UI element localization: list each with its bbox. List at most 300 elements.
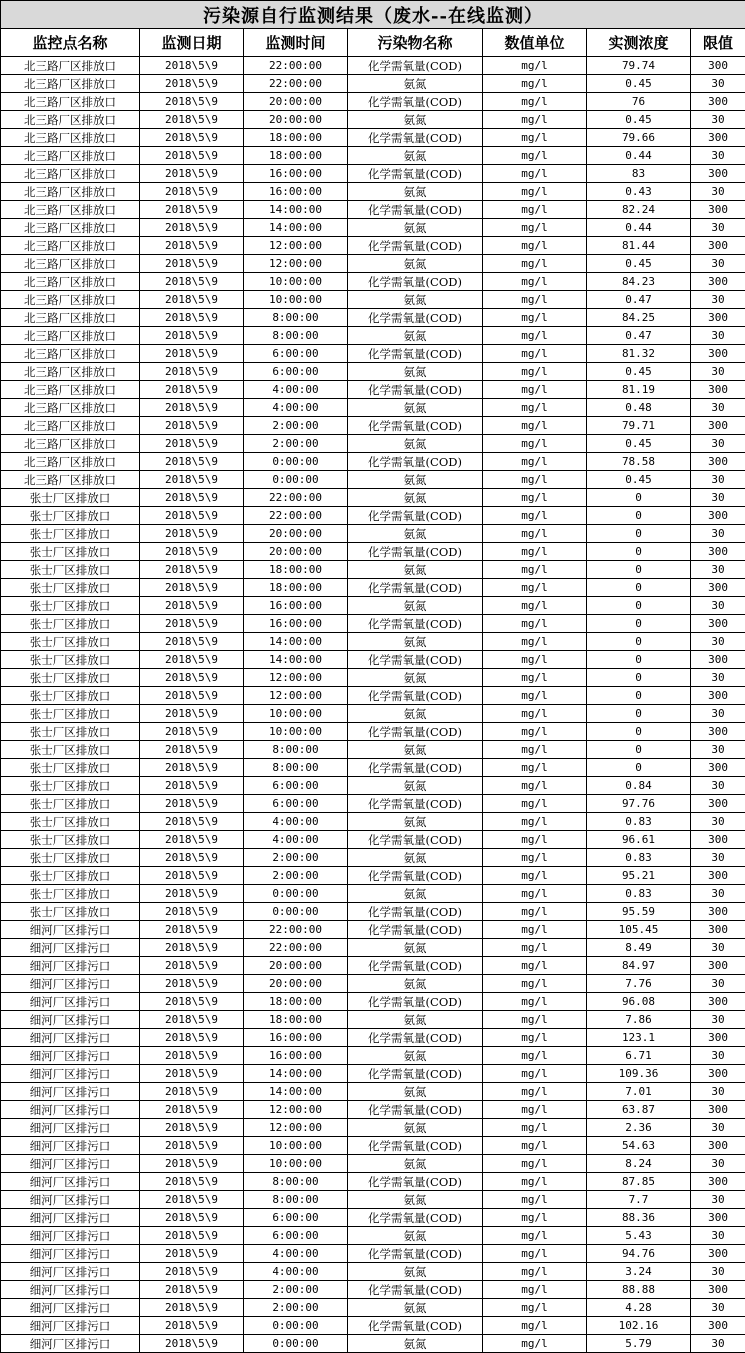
unit-cell: mg/l xyxy=(483,885,587,903)
limit-cell: 300 xyxy=(691,165,745,183)
limit-cell: 300 xyxy=(691,273,745,291)
site-cell: 北三路厂区排放口 xyxy=(1,363,140,381)
site-cell: 北三路厂区排放口 xyxy=(1,327,140,345)
concentration-cell: 0 xyxy=(587,507,691,525)
site-cell: 张士厂区排放口 xyxy=(1,813,140,831)
limit-cell: 300 xyxy=(691,345,745,363)
time-cell: 6:00:00 xyxy=(244,795,348,813)
site-cell: 张士厂区排放口 xyxy=(1,561,140,579)
limit-cell: 30 xyxy=(691,1335,745,1353)
limit-cell: 30 xyxy=(691,489,745,507)
limit-cell: 300 xyxy=(691,129,745,147)
concentration-cell: 0 xyxy=(587,489,691,507)
unit-cell: mg/l xyxy=(483,183,587,201)
unit-cell: mg/l xyxy=(483,687,587,705)
site-cell: 细河厂区排污口 xyxy=(1,1317,140,1335)
table-row xyxy=(1,327,745,345)
pollutant-cell: 化学需氧量(COD) xyxy=(348,129,483,147)
date-cell: 2018\5\9 xyxy=(140,957,244,975)
limit-cell: 30 xyxy=(691,327,745,345)
table-row xyxy=(1,129,745,147)
unit-cell: mg/l xyxy=(483,1281,587,1299)
pollutant-cell: 化学需氧量(COD) xyxy=(348,903,483,921)
unit-cell: mg/l xyxy=(483,903,587,921)
time-cell: 20:00:00 xyxy=(244,543,348,561)
date-cell: 2018\5\9 xyxy=(140,309,244,327)
concentration-cell: 0.83 xyxy=(587,885,691,903)
time-cell: 2:00:00 xyxy=(244,1299,348,1317)
unit-cell: mg/l xyxy=(483,849,587,867)
table-row xyxy=(1,705,745,723)
unit-cell: mg/l xyxy=(483,705,587,723)
site-cell: 细河厂区排污口 xyxy=(1,1065,140,1083)
time-cell: 22:00:00 xyxy=(244,489,348,507)
limit-cell: 300 xyxy=(691,1209,745,1227)
unit-cell: mg/l xyxy=(483,75,587,93)
unit-cell: mg/l xyxy=(483,1083,587,1101)
limit-cell: 30 xyxy=(691,435,745,453)
date-cell: 2018\5\9 xyxy=(140,255,244,273)
site-cell: 张士厂区排放口 xyxy=(1,759,140,777)
site-cell: 北三路厂区排放口 xyxy=(1,399,140,417)
pollutant-cell: 化学需氧量(COD) xyxy=(348,1101,483,1119)
unit-cell: mg/l xyxy=(483,57,587,75)
unit-cell: mg/l xyxy=(483,1317,587,1335)
pollutant-cell: 氨氮 xyxy=(348,1191,483,1209)
table-row xyxy=(1,1335,745,1353)
site-cell: 细河厂区排污口 xyxy=(1,1335,140,1353)
time-cell: 6:00:00 xyxy=(244,777,348,795)
time-cell: 14:00:00 xyxy=(244,1083,348,1101)
concentration-cell: 87.85 xyxy=(587,1173,691,1191)
date-cell: 2018\5\9 xyxy=(140,219,244,237)
table-row xyxy=(1,165,745,183)
time-cell: 12:00:00 xyxy=(244,255,348,273)
date-cell: 2018\5\9 xyxy=(140,1209,244,1227)
unit-cell: mg/l xyxy=(483,1209,587,1227)
limit-cell: 30 xyxy=(691,111,745,129)
site-cell: 细河厂区排污口 xyxy=(1,957,140,975)
limit-cell: 30 xyxy=(691,219,745,237)
time-cell: 12:00:00 xyxy=(244,669,348,687)
pollutant-cell: 化学需氧量(COD) xyxy=(348,921,483,939)
time-cell: 4:00:00 xyxy=(244,813,348,831)
unit-cell: mg/l xyxy=(483,1101,587,1119)
limit-cell: 30 xyxy=(691,1299,745,1317)
table-row xyxy=(1,93,745,111)
time-cell: 10:00:00 xyxy=(244,291,348,309)
time-cell: 2:00:00 xyxy=(244,867,348,885)
limit-cell: 30 xyxy=(691,363,745,381)
date-cell: 2018\5\9 xyxy=(140,183,244,201)
time-cell: 18:00:00 xyxy=(244,561,348,579)
table-row xyxy=(1,669,745,687)
date-cell: 2018\5\9 xyxy=(140,471,244,489)
site-cell: 细河厂区排污口 xyxy=(1,1245,140,1263)
unit-cell: mg/l xyxy=(483,471,587,489)
pollutant-cell: 化学需氧量(COD) xyxy=(348,1209,483,1227)
site-cell: 细河厂区排污口 xyxy=(1,939,140,957)
date-cell: 2018\5\9 xyxy=(140,237,244,255)
date-cell: 2018\5\9 xyxy=(140,1299,244,1317)
column-header-time: 监测时间 xyxy=(244,29,348,57)
unit-cell: mg/l xyxy=(483,597,587,615)
limit-cell: 300 xyxy=(691,867,745,885)
limit-cell: 300 xyxy=(691,93,745,111)
date-cell: 2018\5\9 xyxy=(140,201,244,219)
date-cell: 2018\5\9 xyxy=(140,1263,244,1281)
unit-cell: mg/l xyxy=(483,273,587,291)
concentration-cell: 0.84 xyxy=(587,777,691,795)
site-cell: 细河厂区排污口 xyxy=(1,1155,140,1173)
site-cell: 细河厂区排污口 xyxy=(1,1083,140,1101)
limit-cell: 30 xyxy=(691,525,745,543)
limit-cell: 300 xyxy=(691,507,745,525)
date-cell: 2018\5\9 xyxy=(140,849,244,867)
unit-cell: mg/l xyxy=(483,543,587,561)
table-row xyxy=(1,525,745,543)
pollutant-cell: 氨氮 xyxy=(348,885,483,903)
limit-cell: 300 xyxy=(691,1173,745,1191)
date-cell: 2018\5\9 xyxy=(140,615,244,633)
limit-cell: 30 xyxy=(691,1227,745,1245)
limit-cell: 30 xyxy=(691,777,745,795)
limit-cell: 300 xyxy=(691,921,745,939)
unit-cell: mg/l xyxy=(483,831,587,849)
time-cell: 10:00:00 xyxy=(244,705,348,723)
concentration-cell: 84.25 xyxy=(587,309,691,327)
unit-cell: mg/l xyxy=(483,867,587,885)
table-row xyxy=(1,75,745,93)
date-cell: 2018\5\9 xyxy=(140,1047,244,1065)
time-cell: 16:00:00 xyxy=(244,1029,348,1047)
site-cell: 张士厂区排放口 xyxy=(1,633,140,651)
pollutant-cell: 化学需氧量(COD) xyxy=(348,309,483,327)
unit-cell: mg/l xyxy=(483,219,587,237)
table-row xyxy=(1,885,745,903)
date-cell: 2018\5\9 xyxy=(140,975,244,993)
date-cell: 2018\5\9 xyxy=(140,57,244,75)
site-cell: 细河厂区排污口 xyxy=(1,1029,140,1047)
pollutant-cell: 化学需氧量(COD) xyxy=(348,507,483,525)
site-cell: 张士厂区排放口 xyxy=(1,795,140,813)
limit-cell: 300 xyxy=(691,57,745,75)
pollutant-cell: 化学需氧量(COD) xyxy=(348,687,483,705)
pollutant-cell: 氨氮 xyxy=(348,633,483,651)
date-cell: 2018\5\9 xyxy=(140,489,244,507)
unit-cell: mg/l xyxy=(483,237,587,255)
pollutant-cell: 化学需氧量(COD) xyxy=(348,795,483,813)
unit-cell: mg/l xyxy=(483,111,587,129)
site-cell: 北三路厂区排放口 xyxy=(1,165,140,183)
pollutant-cell: 氨氮 xyxy=(348,1047,483,1065)
unit-cell: mg/l xyxy=(483,417,587,435)
date-cell: 2018\5\9 xyxy=(140,1083,244,1101)
pollutant-cell: 氨氮 xyxy=(348,471,483,489)
unit-cell: mg/l xyxy=(483,723,587,741)
limit-cell: 30 xyxy=(691,633,745,651)
date-cell: 2018\5\9 xyxy=(140,273,244,291)
time-cell: 22:00:00 xyxy=(244,921,348,939)
site-cell: 北三路厂区排放口 xyxy=(1,471,140,489)
pollutant-cell: 氨氮 xyxy=(348,1155,483,1173)
limit-cell: 30 xyxy=(691,939,745,957)
concentration-cell: 97.76 xyxy=(587,795,691,813)
pollutant-cell: 化学需氧量(COD) xyxy=(348,201,483,219)
site-cell: 细河厂区排污口 xyxy=(1,1137,140,1155)
concentration-cell: 0.47 xyxy=(587,327,691,345)
site-cell: 张士厂区排放口 xyxy=(1,615,140,633)
concentration-cell: 88.88 xyxy=(587,1281,691,1299)
limit-cell: 300 xyxy=(691,1281,745,1299)
table-row xyxy=(1,831,745,849)
pollutant-cell: 氨氮 xyxy=(348,1083,483,1101)
table-row xyxy=(1,291,745,309)
table-row xyxy=(1,1191,745,1209)
limit-cell: 30 xyxy=(691,975,745,993)
table-row xyxy=(1,363,745,381)
concentration-cell: 0 xyxy=(587,669,691,687)
date-cell: 2018\5\9 xyxy=(140,723,244,741)
time-cell: 22:00:00 xyxy=(244,507,348,525)
unit-cell: mg/l xyxy=(483,453,587,471)
concentration-cell: 0.44 xyxy=(587,219,691,237)
unit-cell: mg/l xyxy=(483,615,587,633)
pollutant-cell: 化学需氧量(COD) xyxy=(348,273,483,291)
table-row xyxy=(1,1137,745,1155)
site-cell: 细河厂区排污口 xyxy=(1,1119,140,1137)
unit-cell: mg/l xyxy=(483,1137,587,1155)
pollutant-cell: 化学需氧量(COD) xyxy=(348,579,483,597)
unit-cell: mg/l xyxy=(483,345,587,363)
concentration-cell: 7.7 xyxy=(587,1191,691,1209)
unit-cell: mg/l xyxy=(483,1029,587,1047)
limit-cell: 30 xyxy=(691,813,745,831)
concentration-cell: 82.24 xyxy=(587,201,691,219)
concentration-cell: 0 xyxy=(587,615,691,633)
time-cell: 4:00:00 xyxy=(244,831,348,849)
unit-cell: mg/l xyxy=(483,795,587,813)
time-cell: 18:00:00 xyxy=(244,147,348,165)
date-cell: 2018\5\9 xyxy=(140,399,244,417)
pollutant-cell: 化学需氧量(COD) xyxy=(348,1137,483,1155)
limit-cell: 300 xyxy=(691,831,745,849)
time-cell: 8:00:00 xyxy=(244,759,348,777)
date-cell: 2018\5\9 xyxy=(140,759,244,777)
column-header-date: 监测日期 xyxy=(140,29,244,57)
limit-cell: 300 xyxy=(691,381,745,399)
date-cell: 2018\5\9 xyxy=(140,921,244,939)
time-cell: 12:00:00 xyxy=(244,1101,348,1119)
date-cell: 2018\5\9 xyxy=(140,813,244,831)
unit-cell: mg/l xyxy=(483,381,587,399)
pollutant-cell: 氨氮 xyxy=(348,561,483,579)
time-cell: 0:00:00 xyxy=(244,453,348,471)
limit-cell: 30 xyxy=(691,849,745,867)
time-cell: 0:00:00 xyxy=(244,1317,348,1335)
concentration-cell: 0 xyxy=(587,525,691,543)
date-cell: 2018\5\9 xyxy=(140,453,244,471)
site-cell: 细河厂区排污口 xyxy=(1,1191,140,1209)
time-cell: 6:00:00 xyxy=(244,345,348,363)
concentration-cell: 0 xyxy=(587,687,691,705)
time-cell: 14:00:00 xyxy=(244,633,348,651)
unit-cell: mg/l xyxy=(483,1155,587,1173)
pollutant-cell: 氨氮 xyxy=(348,1227,483,1245)
time-cell: 8:00:00 xyxy=(244,1173,348,1191)
table-row xyxy=(1,345,745,363)
pollutant-cell: 氨氮 xyxy=(348,147,483,165)
concentration-cell: 4.28 xyxy=(587,1299,691,1317)
concentration-cell: 7.76 xyxy=(587,975,691,993)
pollutant-cell: 氨氮 xyxy=(348,813,483,831)
site-cell: 北三路厂区排放口 xyxy=(1,435,140,453)
time-cell: 6:00:00 xyxy=(244,363,348,381)
site-cell: 张士厂区排放口 xyxy=(1,525,140,543)
table-row xyxy=(1,795,745,813)
time-cell: 22:00:00 xyxy=(244,57,348,75)
date-cell: 2018\5\9 xyxy=(140,1029,244,1047)
table-row xyxy=(1,183,745,201)
concentration-cell: 0 xyxy=(587,633,691,651)
table-row xyxy=(1,57,745,75)
date-cell: 2018\5\9 xyxy=(140,507,244,525)
pollutant-cell: 化学需氧量(COD) xyxy=(348,1245,483,1263)
concentration-cell: 0 xyxy=(587,759,691,777)
time-cell: 20:00:00 xyxy=(244,111,348,129)
unit-cell: mg/l xyxy=(483,1191,587,1209)
table-row xyxy=(1,741,745,759)
pollutant-cell: 化学需氧量(COD) xyxy=(348,957,483,975)
site-cell: 张士厂区排放口 xyxy=(1,489,140,507)
table-row xyxy=(1,633,745,651)
date-cell: 2018\5\9 xyxy=(140,75,244,93)
table-row xyxy=(1,309,745,327)
pollutant-cell: 氨氮 xyxy=(348,399,483,417)
pollutant-cell: 化学需氧量(COD) xyxy=(348,93,483,111)
limit-cell: 300 xyxy=(691,309,745,327)
concentration-cell: 94.76 xyxy=(587,1245,691,1263)
unit-cell: mg/l xyxy=(483,1119,587,1137)
unit-cell: mg/l xyxy=(483,561,587,579)
concentration-cell: 96.08 xyxy=(587,993,691,1011)
limit-cell: 30 xyxy=(691,183,745,201)
pollutant-cell: 化学需氧量(COD) xyxy=(348,345,483,363)
date-cell: 2018\5\9 xyxy=(140,1245,244,1263)
pollutant-cell: 化学需氧量(COD) xyxy=(348,165,483,183)
pollutant-cell: 氨氮 xyxy=(348,849,483,867)
site-cell: 张士厂区排放口 xyxy=(1,597,140,615)
limit-cell: 300 xyxy=(691,417,745,435)
table-body xyxy=(1,57,745,1353)
limit-cell: 300 xyxy=(691,453,745,471)
unit-cell: mg/l xyxy=(483,201,587,219)
table-row xyxy=(1,975,745,993)
table-row xyxy=(1,561,745,579)
concentration-cell: 8.24 xyxy=(587,1155,691,1173)
concentration-cell: 88.36 xyxy=(587,1209,691,1227)
date-cell: 2018\5\9 xyxy=(140,525,244,543)
date-cell: 2018\5\9 xyxy=(140,1137,244,1155)
table-row xyxy=(1,1245,745,1263)
limit-cell: 30 xyxy=(691,561,745,579)
time-cell: 20:00:00 xyxy=(244,957,348,975)
unit-cell: mg/l xyxy=(483,1299,587,1317)
unit-cell: mg/l xyxy=(483,651,587,669)
time-cell: 14:00:00 xyxy=(244,1065,348,1083)
site-cell: 张士厂区排放口 xyxy=(1,903,140,921)
time-cell: 22:00:00 xyxy=(244,939,348,957)
pollutant-cell: 化学需氧量(COD) xyxy=(348,615,483,633)
limit-cell: 30 xyxy=(691,741,745,759)
unit-cell: mg/l xyxy=(483,129,587,147)
column-header-site: 监控点名称 xyxy=(1,29,140,57)
date-cell: 2018\5\9 xyxy=(140,1101,244,1119)
column-header-limit: 限值 xyxy=(691,29,745,57)
table-row xyxy=(1,1281,745,1299)
unit-cell: mg/l xyxy=(483,435,587,453)
limit-cell: 300 xyxy=(691,957,745,975)
unit-cell: mg/l xyxy=(483,291,587,309)
time-cell: 16:00:00 xyxy=(244,615,348,633)
site-cell: 细河厂区排污口 xyxy=(1,1011,140,1029)
time-cell: 0:00:00 xyxy=(244,1335,348,1353)
pollutant-cell: 氨氮 xyxy=(348,1299,483,1317)
time-cell: 20:00:00 xyxy=(244,525,348,543)
table-row xyxy=(1,777,745,795)
site-cell: 张士厂区排放口 xyxy=(1,687,140,705)
limit-cell: 300 xyxy=(691,687,745,705)
limit-cell: 300 xyxy=(691,615,745,633)
date-cell: 2018\5\9 xyxy=(140,129,244,147)
site-cell: 北三路厂区排放口 xyxy=(1,309,140,327)
date-cell: 2018\5\9 xyxy=(140,327,244,345)
date-cell: 2018\5\9 xyxy=(140,165,244,183)
time-cell: 0:00:00 xyxy=(244,903,348,921)
time-cell: 20:00:00 xyxy=(244,975,348,993)
pollutant-cell: 氨氮 xyxy=(348,1263,483,1281)
time-cell: 10:00:00 xyxy=(244,273,348,291)
time-cell: 0:00:00 xyxy=(244,885,348,903)
site-cell: 北三路厂区排放口 xyxy=(1,345,140,363)
time-cell: 4:00:00 xyxy=(244,399,348,417)
concentration-cell: 96.61 xyxy=(587,831,691,849)
unit-cell: mg/l xyxy=(483,309,587,327)
pollutant-cell: 氨氮 xyxy=(348,111,483,129)
limit-cell: 30 xyxy=(691,1191,745,1209)
date-cell: 2018\5\9 xyxy=(140,741,244,759)
date-cell: 2018\5\9 xyxy=(140,687,244,705)
time-cell: 16:00:00 xyxy=(244,597,348,615)
site-cell: 张士厂区排放口 xyxy=(1,849,140,867)
pollutant-cell: 化学需氧量(COD) xyxy=(348,723,483,741)
concentration-cell: 81.32 xyxy=(587,345,691,363)
limit-cell: 30 xyxy=(691,291,745,309)
table-row xyxy=(1,273,745,291)
site-cell: 张士厂区排放口 xyxy=(1,579,140,597)
table-row xyxy=(1,219,745,237)
table-row xyxy=(1,399,745,417)
site-cell: 细河厂区排污口 xyxy=(1,1281,140,1299)
unit-cell: mg/l xyxy=(483,1047,587,1065)
site-cell: 张士厂区排放口 xyxy=(1,543,140,561)
date-cell: 2018\5\9 xyxy=(140,1317,244,1335)
site-cell: 细河厂区排污口 xyxy=(1,975,140,993)
unit-cell: mg/l xyxy=(483,327,587,345)
date-cell: 2018\5\9 xyxy=(140,417,244,435)
pollutant-cell: 化学需氧量(COD) xyxy=(348,759,483,777)
table-row xyxy=(1,1065,745,1083)
